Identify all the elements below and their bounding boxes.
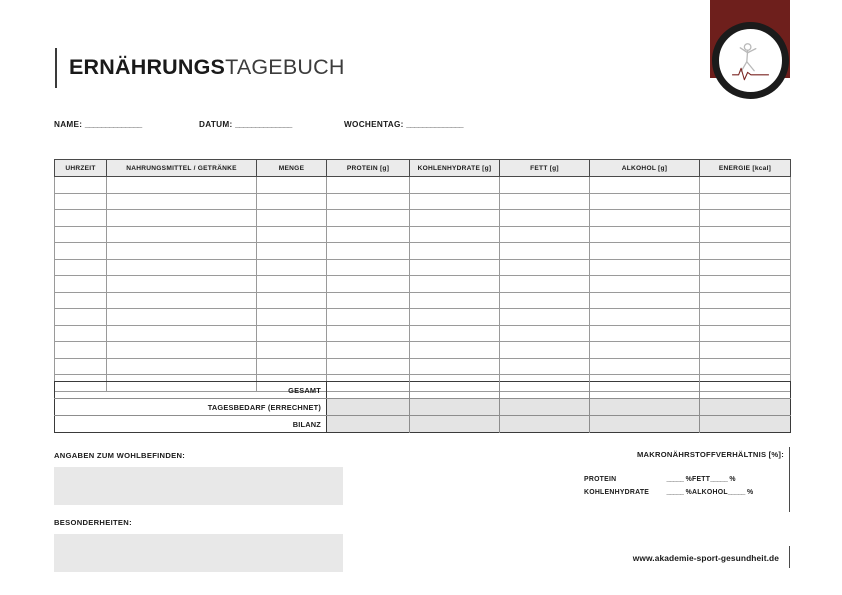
- table-cell[interactable]: [55, 342, 107, 359]
- macro-alkohol-field[interactable]: [692, 489, 753, 496]
- table-row: [55, 193, 791, 210]
- page-title: [55, 48, 345, 88]
- table-cell[interactable]: [55, 226, 107, 243]
- table-cell[interactable]: [107, 325, 257, 342]
- macro-label: FETT: [692, 476, 711, 483]
- table-cell[interactable]: [107, 342, 257, 359]
- macro-label: ALKOHOL: [692, 489, 728, 496]
- col-header-fett: FETT [g]: [500, 160, 590, 177]
- col-header-menge: MENGE: [257, 160, 327, 177]
- table-row: [55, 309, 791, 326]
- table-row: [55, 259, 791, 276]
- special-notes-label: BESONDERHEITEN:: [54, 518, 132, 527]
- table-cell[interactable]: [410, 358, 500, 375]
- col-header-protein: PROTEIN [g]: [327, 160, 410, 177]
- table-cell[interactable]: [107, 243, 257, 260]
- table-cell[interactable]: [55, 309, 107, 326]
- table-cell[interactable]: [257, 259, 327, 276]
- summary-cell[interactable]: [700, 399, 791, 416]
- name-label: NAME:: [54, 120, 83, 129]
- table-cell[interactable]: [700, 243, 791, 260]
- name-field[interactable]: [54, 120, 142, 129]
- date-field[interactable]: [199, 120, 292, 129]
- summary-cell[interactable]: [590, 399, 700, 416]
- table-cell[interactable]: [327, 177, 410, 194]
- summary-row-label: TAGESBEDARF (ERRECHNET): [55, 399, 327, 416]
- table-cell[interactable]: [327, 193, 410, 210]
- table-cell[interactable]: [500, 358, 590, 375]
- macro-percent-sign: %: [685, 476, 692, 483]
- table-cell[interactable]: [55, 243, 107, 260]
- table-cell[interactable]: [410, 243, 500, 260]
- table-cell[interactable]: [590, 226, 700, 243]
- table-cell[interactable]: [257, 276, 327, 293]
- table-cell[interactable]: [107, 292, 257, 309]
- table-cell[interactable]: [55, 358, 107, 375]
- table-cell[interactable]: [55, 210, 107, 227]
- table-cell[interactable]: [327, 325, 410, 342]
- table-cell[interactable]: [700, 358, 791, 375]
- table-cell[interactable]: [327, 210, 410, 227]
- macro-fett-field[interactable]: [692, 476, 736, 483]
- table-row: [55, 210, 791, 227]
- summary-cell[interactable]: [590, 416, 700, 433]
- table-cell[interactable]: [107, 177, 257, 194]
- table-cell[interactable]: [55, 292, 107, 309]
- title-accent-rule: [55, 48, 57, 88]
- summary-cell[interactable]: [410, 416, 500, 433]
- page-title-bold: ERNÄHRUNGS: [69, 55, 226, 80]
- footer-divider-rule: [789, 546, 790, 568]
- table-cell[interactable]: [410, 276, 500, 293]
- table-cell[interactable]: [107, 226, 257, 243]
- name-blank: ______________: [84, 120, 142, 129]
- table-cell[interactable]: [257, 210, 327, 227]
- table-cell[interactable]: [55, 177, 107, 194]
- food-log-table: [54, 159, 791, 392]
- table-cell[interactable]: [700, 276, 791, 293]
- table-cell[interactable]: [107, 193, 257, 210]
- table-cell[interactable]: [410, 177, 500, 194]
- summary-row-label: BILANZ: [55, 416, 327, 433]
- date-label: DATUM:: [199, 120, 233, 129]
- page-title-light: TAGEBUCH: [225, 55, 345, 80]
- table-cell[interactable]: [700, 309, 791, 326]
- table-cell[interactable]: [500, 177, 590, 194]
- weekday-blank: ______________: [406, 120, 464, 129]
- table-cell[interactable]: [410, 309, 500, 326]
- table-cell[interactable]: [590, 358, 700, 375]
- table-cell[interactable]: [590, 325, 700, 342]
- logo-figure-icon: [719, 29, 782, 92]
- table-cell[interactable]: [327, 259, 410, 276]
- akademie-logo: [712, 22, 789, 99]
- table-cell[interactable]: [410, 210, 500, 227]
- col-header-alkohol: ALKOHOL [g]: [590, 160, 700, 177]
- summary-cell[interactable]: [327, 382, 410, 399]
- table-cell[interactable]: [500, 309, 590, 326]
- table-cell[interactable]: [257, 342, 327, 359]
- table-cell[interactable]: [590, 177, 700, 194]
- table-cell[interactable]: [590, 259, 700, 276]
- food-log-body: [55, 177, 791, 392]
- table-cell[interactable]: [257, 325, 327, 342]
- macro-row: [584, 486, 784, 499]
- table-cell[interactable]: [500, 325, 590, 342]
- table-cell[interactable]: [327, 358, 410, 375]
- summary-cell[interactable]: [590, 382, 700, 399]
- table-cell[interactable]: [257, 309, 327, 326]
- table-cell[interactable]: [327, 276, 410, 293]
- wellbeing-label: ANGABEN ZUM WOHLBEFINDEN:: [54, 451, 186, 460]
- macro-percent-sign: %: [729, 476, 736, 483]
- table-cell[interactable]: [257, 226, 327, 243]
- table-cell[interactable]: [107, 309, 257, 326]
- table-cell[interactable]: [257, 292, 327, 309]
- table-row: [55, 342, 791, 359]
- summary-cell[interactable]: [410, 399, 500, 416]
- table-row: [55, 358, 791, 375]
- table-row: [55, 292, 791, 309]
- table-cell[interactable]: [55, 276, 107, 293]
- summary-row: [55, 399, 791, 416]
- table-cell[interactable]: [257, 243, 327, 260]
- table-cell[interactable]: [700, 210, 791, 227]
- table-cell[interactable]: [257, 193, 327, 210]
- table-cell[interactable]: [257, 177, 327, 194]
- table-cell[interactable]: [410, 259, 500, 276]
- weekday-label: WOCHENTAG:: [344, 120, 404, 129]
- table-cell[interactable]: [500, 342, 590, 359]
- table-cell[interactable]: [700, 226, 791, 243]
- summary-table: [54, 381, 791, 433]
- macro-label: KOHLENHYDRATE: [584, 489, 650, 496]
- table-cell[interactable]: [327, 342, 410, 359]
- table-row: [55, 226, 791, 243]
- table-row: [55, 276, 791, 293]
- table-cell[interactable]: [327, 226, 410, 243]
- summary-table-body: [55, 382, 791, 433]
- macro-row: [584, 473, 784, 486]
- macro-label: PROTEIN: [584, 476, 617, 483]
- table-cell[interactable]: [107, 259, 257, 276]
- table-cell[interactable]: [410, 325, 500, 342]
- col-header-energie: ENERGIE [kcal]: [700, 160, 791, 177]
- table-cell[interactable]: [500, 276, 590, 293]
- table-row: [55, 177, 791, 194]
- table-cell[interactable]: [500, 292, 590, 309]
- table-cell[interactable]: [107, 210, 257, 227]
- table-cell[interactable]: [107, 358, 257, 375]
- table-cell[interactable]: [590, 193, 700, 210]
- table-cell[interactable]: [327, 309, 410, 326]
- summary-row: [55, 416, 791, 433]
- table-cell[interactable]: [327, 292, 410, 309]
- summary-cell[interactable]: [327, 399, 410, 416]
- table-cell[interactable]: [700, 325, 791, 342]
- table-cell[interactable]: [700, 177, 791, 194]
- special-notes-input[interactable]: [54, 534, 343, 572]
- table-cell[interactable]: [410, 226, 500, 243]
- table-cell[interactable]: [55, 325, 107, 342]
- weekday-field[interactable]: [344, 120, 463, 129]
- table-cell[interactable]: [500, 210, 590, 227]
- summary-row-label: GESAMT: [55, 382, 327, 399]
- macro-percent-sign: %: [747, 489, 754, 496]
- table-cell[interactable]: [590, 276, 700, 293]
- table-cell[interactable]: [700, 342, 791, 359]
- table-cell[interactable]: [55, 193, 107, 210]
- table-row: [55, 243, 791, 260]
- macro-ratio-grid: [584, 473, 784, 499]
- summary-cell[interactable]: [327, 416, 410, 433]
- table-cell[interactable]: [590, 243, 700, 260]
- macro-blank: _____: [666, 489, 684, 496]
- macro-blank: _____: [710, 476, 728, 483]
- table-row: [55, 325, 791, 342]
- table-cell[interactable]: [410, 193, 500, 210]
- summary-cell[interactable]: [500, 416, 590, 433]
- summary-cell[interactable]: [500, 399, 590, 416]
- summary-cell[interactable]: [410, 382, 500, 399]
- table-cell[interactable]: [500, 226, 590, 243]
- table-cell[interactable]: [327, 243, 410, 260]
- wellbeing-input[interactable]: [54, 467, 343, 505]
- col-header-nahrungsmittel: NAHRUNGSMITTEL / GETRÄNKE: [107, 160, 257, 177]
- table-cell[interactable]: [410, 342, 500, 359]
- table-cell[interactable]: [500, 259, 590, 276]
- macro-blank: _____: [727, 489, 745, 496]
- summary-cell[interactable]: [700, 416, 791, 433]
- date-blank: ______________: [235, 120, 292, 129]
- col-header-kohlenhydrate: KOHLENHYDRATE [g]: [410, 160, 500, 177]
- logo-ring-top-label: AKADEMIE: [729, 40, 772, 55]
- table-header-row: [55, 160, 791, 177]
- table-cell[interactable]: [55, 259, 107, 276]
- summary-row: [55, 382, 791, 399]
- table-cell[interactable]: [700, 259, 791, 276]
- macro-blank: _____: [666, 476, 684, 483]
- table-cell[interactable]: [500, 243, 590, 260]
- table-cell[interactable]: [590, 292, 700, 309]
- table-cell[interactable]: [500, 193, 590, 210]
- table-cell[interactable]: [700, 193, 791, 210]
- table-cell[interactable]: [257, 358, 327, 375]
- table-cell[interactable]: [590, 309, 700, 326]
- summary-cell[interactable]: [700, 382, 791, 399]
- col-header-uhrzeit: UHRZEIT: [55, 160, 107, 177]
- macro-divider-rule: [789, 447, 790, 512]
- macro-kohlenhydrate-field[interactable]: [584, 489, 692, 496]
- summary-cell[interactable]: [500, 382, 590, 399]
- macro-percent-sign: %: [685, 489, 692, 496]
- macro-ratio-title: MAKRONÄHRSTOFFVERHÄLTNIS [%]:: [636, 450, 784, 459]
- table-cell[interactable]: [107, 276, 257, 293]
- table-cell[interactable]: [590, 342, 700, 359]
- footer-url[interactable]: www.akademie-sport-gesundheit.de: [632, 553, 779, 563]
- table-cell[interactable]: [410, 292, 500, 309]
- table-cell[interactable]: [700, 292, 791, 309]
- table-cell[interactable]: [590, 210, 700, 227]
- macro-protein-field[interactable]: [584, 476, 692, 483]
